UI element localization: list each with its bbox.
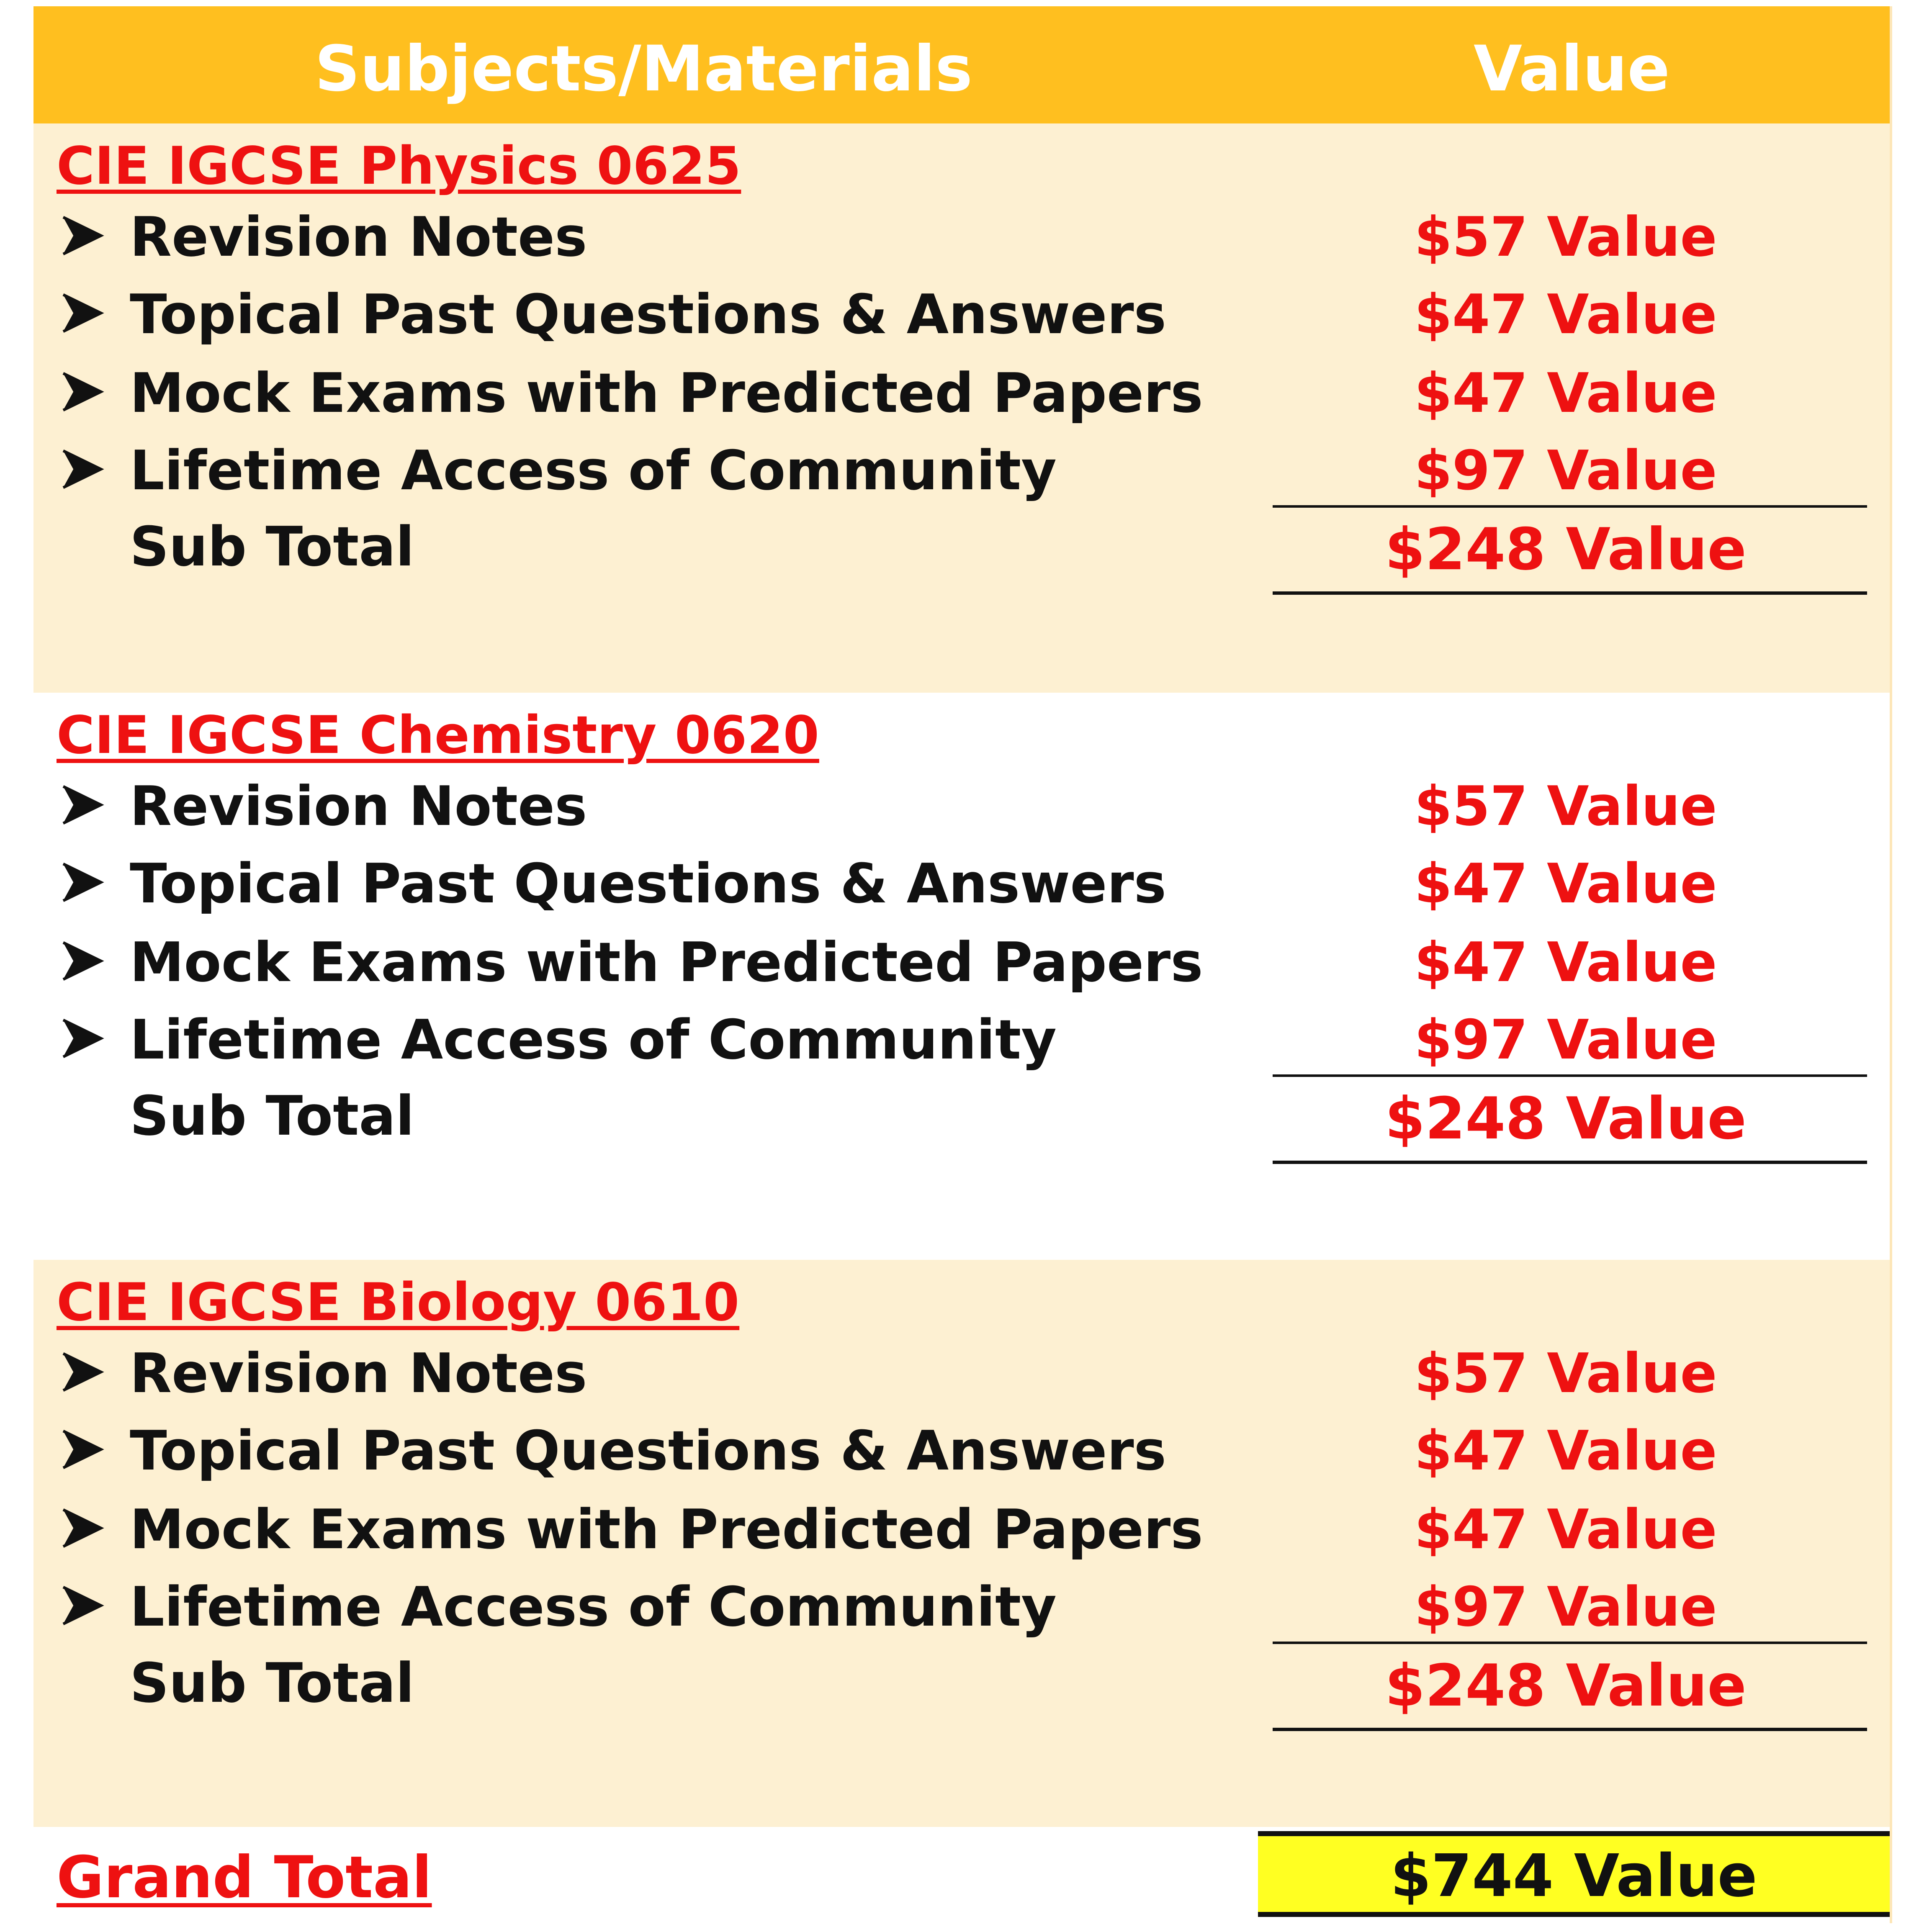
item-value: $47 Value [1414, 283, 1717, 346]
grand-total-row [33, 1827, 1890, 1923]
subtotal-row [33, 1076, 1890, 1153]
section-title: CIE IGCSE Physics 0625 [57, 136, 741, 196]
section-chemistry [33, 693, 1890, 1260]
arrow-bullet-icon [59, 1583, 105, 1629]
arrow-bullet-icon [59, 859, 105, 905]
section-title: CIE IGCSE Chemistry 0620 [57, 705, 819, 766]
item-label: Topical Past Questions & Answers [130, 852, 1166, 915]
header-value: Value [1473, 33, 1670, 105]
subtotal-label: Sub Total [130, 1651, 414, 1715]
item-value: $57 Value [1414, 774, 1717, 838]
grand-total-highlight [1258, 1831, 1890, 1917]
arrow-bullet-icon [59, 1426, 105, 1472]
arrow-bullet-icon [59, 782, 105, 828]
item-label: Revision Notes [130, 774, 587, 838]
item-value: $97 Value [1414, 1008, 1717, 1071]
arrow-bullet-icon [59, 1015, 105, 1061]
item-label: Revision Notes [130, 1341, 587, 1405]
item-value: $97 Value [1414, 439, 1717, 502]
list-item [33, 353, 1890, 430]
arrow-bullet-icon [59, 1505, 105, 1551]
item-label: Lifetime Access of Community [130, 439, 1057, 502]
arrow-bullet-icon [59, 446, 105, 492]
item-label: Revision Notes [130, 205, 587, 269]
item-label: Mock Exams with Predicted Papers [130, 1498, 1203, 1561]
arrow-bullet-icon [59, 290, 105, 336]
list-item [33, 843, 1890, 920]
grand-total-label: Grand Total [57, 1844, 432, 1911]
arrow-bullet-icon [59, 369, 105, 415]
list-item [33, 1567, 1890, 1644]
list-item [33, 922, 1890, 999]
list-item [33, 1410, 1890, 1488]
value-table [33, 6, 1892, 1923]
item-label: Lifetime Access of Community [130, 1575, 1057, 1639]
list-item [33, 430, 1890, 507]
item-value: $57 Value [1414, 1341, 1717, 1405]
divider-line [1273, 591, 1867, 595]
item-label: Mock Exams with Predicted Papers [130, 361, 1203, 425]
list-item [33, 1489, 1890, 1566]
item-value: $47 Value [1414, 852, 1717, 915]
section-title: CIE IGCSE Biology 0610 [57, 1272, 740, 1333]
arrow-bullet-icon [59, 938, 105, 984]
item-value: $97 Value [1414, 1575, 1717, 1639]
item-label: Mock Exams with Predicted Papers [130, 930, 1203, 994]
list-item [33, 999, 1890, 1076]
list-item [33, 1333, 1890, 1410]
divider-line [1273, 1728, 1867, 1731]
item-value: $57 Value [1414, 205, 1717, 269]
arrow-bullet-icon [59, 1349, 105, 1395]
list-item [33, 274, 1890, 351]
subtotal-value: $248 Value [1385, 1085, 1747, 1152]
item-value: $47 Value [1414, 1498, 1717, 1561]
item-label: Topical Past Questions & Answers [130, 283, 1166, 346]
item-label: Lifetime Access of Community [130, 1008, 1057, 1071]
header-subjects: Subjects/Materials [314, 33, 973, 105]
section-biology [33, 1260, 1890, 1827]
table-header [33, 6, 1890, 123]
item-value: $47 Value [1414, 930, 1717, 994]
subtotal-row [33, 506, 1890, 583]
subtotal-value: $248 Value [1385, 516, 1747, 583]
item-label: Topical Past Questions & Answers [130, 1419, 1166, 1482]
list-item [33, 197, 1890, 274]
subtotal-label: Sub Total [130, 1084, 414, 1148]
item-value: $47 Value [1414, 1419, 1717, 1482]
section-physics [33, 123, 1890, 693]
subtotal-row [33, 1643, 1890, 1720]
subtotal-value: $248 Value [1385, 1652, 1747, 1719]
list-item [33, 766, 1890, 843]
grand-total-value: $744 Value [1390, 1842, 1757, 1910]
subtotal-label: Sub Total [130, 515, 414, 578]
divider-line [1273, 1161, 1867, 1164]
item-value: $47 Value [1414, 361, 1717, 425]
arrow-bullet-icon [59, 213, 105, 259]
